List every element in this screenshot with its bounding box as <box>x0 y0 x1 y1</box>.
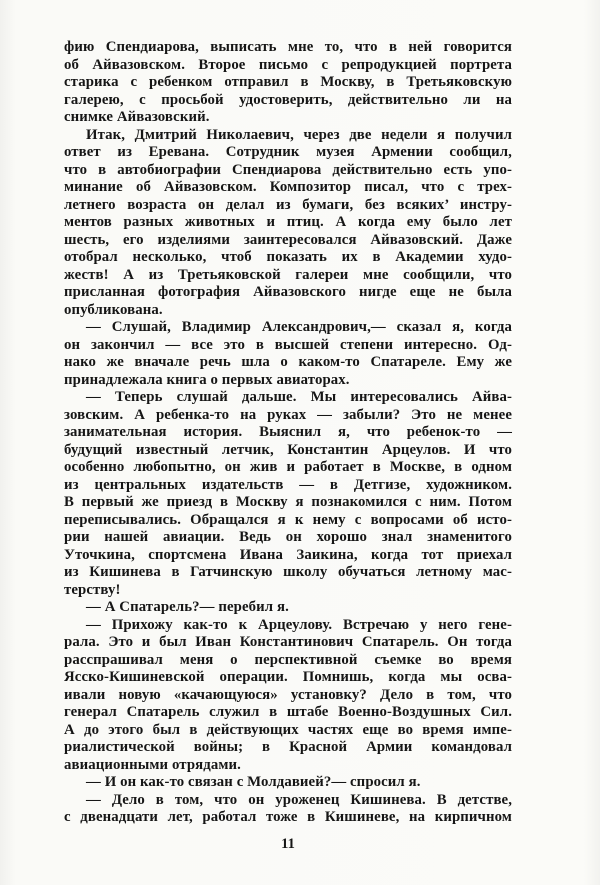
text-line: ивали новую «качающуюся» установку? Дело в том, что <box>64 686 512 703</box>
text-line: переписывались. Обращался я к нему с вопросами об исто- <box>64 511 512 528</box>
text-line: принадлежала книга о первых авиаторах. <box>64 371 350 388</box>
text-line: жеств! А из Третьяковской галереи мне сообщили, что <box>64 266 512 283</box>
text-line: присланная фотография Айвазовского нигде еще не была <box>64 284 512 300</box>
text-line: летнего возраста он делал из бумаги, без всяких’ инстру- <box>64 196 512 213</box>
text-line: с двенадцати лет, работал тоже в Кишиневе, на кирпичном <box>64 809 512 825</box>
text-line: рала. Это и был Иван Константинович Спатарель. Он тогда <box>64 634 512 650</box>
text-line: расспрашивал меня о перспективной съемке во время <box>64 651 512 668</box>
text-line: генерал Спатарель служил в штабе Военно-Воздушных Сил. <box>64 704 512 720</box>
paragraph <box>64 127 512 320</box>
page-number: 11 <box>281 836 295 852</box>
paragraph <box>64 792 512 827</box>
text-line: А до этого был в действующих частях еще во время импе- <box>64 721 512 738</box>
text-line: ответ из Еревана. Сотрудник музея Армении сообщил, <box>64 144 512 160</box>
text-line: особенно любопытно, он жив и работает в Москве, в одном <box>64 459 512 475</box>
text-line: Ясско-Кишиневской операции. Помнишь, когда мы осва- <box>64 669 512 685</box>
paragraph <box>64 39 512 127</box>
text-line: минание об Айвазовском. Композитор писал, что с трех- <box>64 179 512 195</box>
text-line: отобрал несколько, чтоб показать их в Академии худо- <box>64 249 512 265</box>
paragraph <box>64 319 512 389</box>
text-line: снимке Айвазовский. <box>64 109 210 125</box>
text-line: терству! <box>64 581 121 598</box>
text-line: из Кишинева в Гатчинскую школу обучаться летному мас- <box>64 564 512 580</box>
text-line: шесть, его изделиями заинтересовался Айвазовский. Даже <box>64 231 512 248</box>
text-line: нако же вначале речь шла о каком-то Спатареле. Ему же <box>64 354 512 370</box>
text-line: — Прихожу как-то к Арцеулову. Встречаю у него гене- <box>86 616 512 633</box>
text-line: — Дело в том, что он уроженец Кишинева. В детстве, <box>86 791 512 808</box>
text-line: опубликована. <box>64 301 163 318</box>
paragraph <box>64 389 512 599</box>
text-line: — И он как-то связан с Молдавией?— спросил я. <box>86 774 421 790</box>
text-line: галерею, с просьбой удостоверить, действительно ли на <box>64 91 512 108</box>
text-line: занимательная история. Выяснил я, что ребенок-то — <box>64 424 512 440</box>
text-line: — Слушай, Владимир Александрович,— сказал я, когда <box>86 319 512 335</box>
text-line: фию Спендиарова, выписать мне то, что в ней говорится <box>64 39 512 55</box>
paragraph <box>64 599 512 617</box>
text-line: зовским. А ребенка-то на руках — забыли? Это не менее <box>64 406 512 423</box>
paragraph <box>64 774 512 792</box>
text-line: из центральных издательств — в Детгизе, художником. <box>64 476 512 493</box>
paragraph <box>64 617 512 775</box>
text-line: старика с ребенком отправил в Москву, в Третьяковскую <box>64 74 512 90</box>
text-line: об Айвазовском. Второе письмо с репродукцией портрета <box>64 56 512 73</box>
text-line: ментов разных животных и птиц. А когда ему было лет <box>64 214 512 230</box>
text-line: Итак, Дмитрий Николаевич, через две недели я получил <box>86 126 512 143</box>
text-line: — Теперь слушай дальше. Мы интересовались Айва- <box>86 389 512 405</box>
text-line: Уточкина, спортсмена Ивана Заикина, когда тот приехал <box>64 546 512 563</box>
text-line: он закончил — все это в высшей степени интересно. Од- <box>64 336 512 353</box>
text-block <box>64 39 512 827</box>
text-line: В первый же приезд в Москву я познакомился с ним. Потом <box>64 494 512 510</box>
text-line: рии нашей авиации. Ведь он хорошо знал знаменитого <box>64 529 512 545</box>
text-line: что в автобиографии Спендиарова действительно есть упо- <box>64 161 512 178</box>
text-line: будущий известный летчик, Константин Арцеулов. И что <box>64 441 512 458</box>
text-line: — А Спатарель?— перебил я. <box>86 599 289 615</box>
text-line: авиационными отрядами. <box>64 756 241 773</box>
text-line: риалистической войны; в Красной Армии командовал <box>64 739 512 755</box>
